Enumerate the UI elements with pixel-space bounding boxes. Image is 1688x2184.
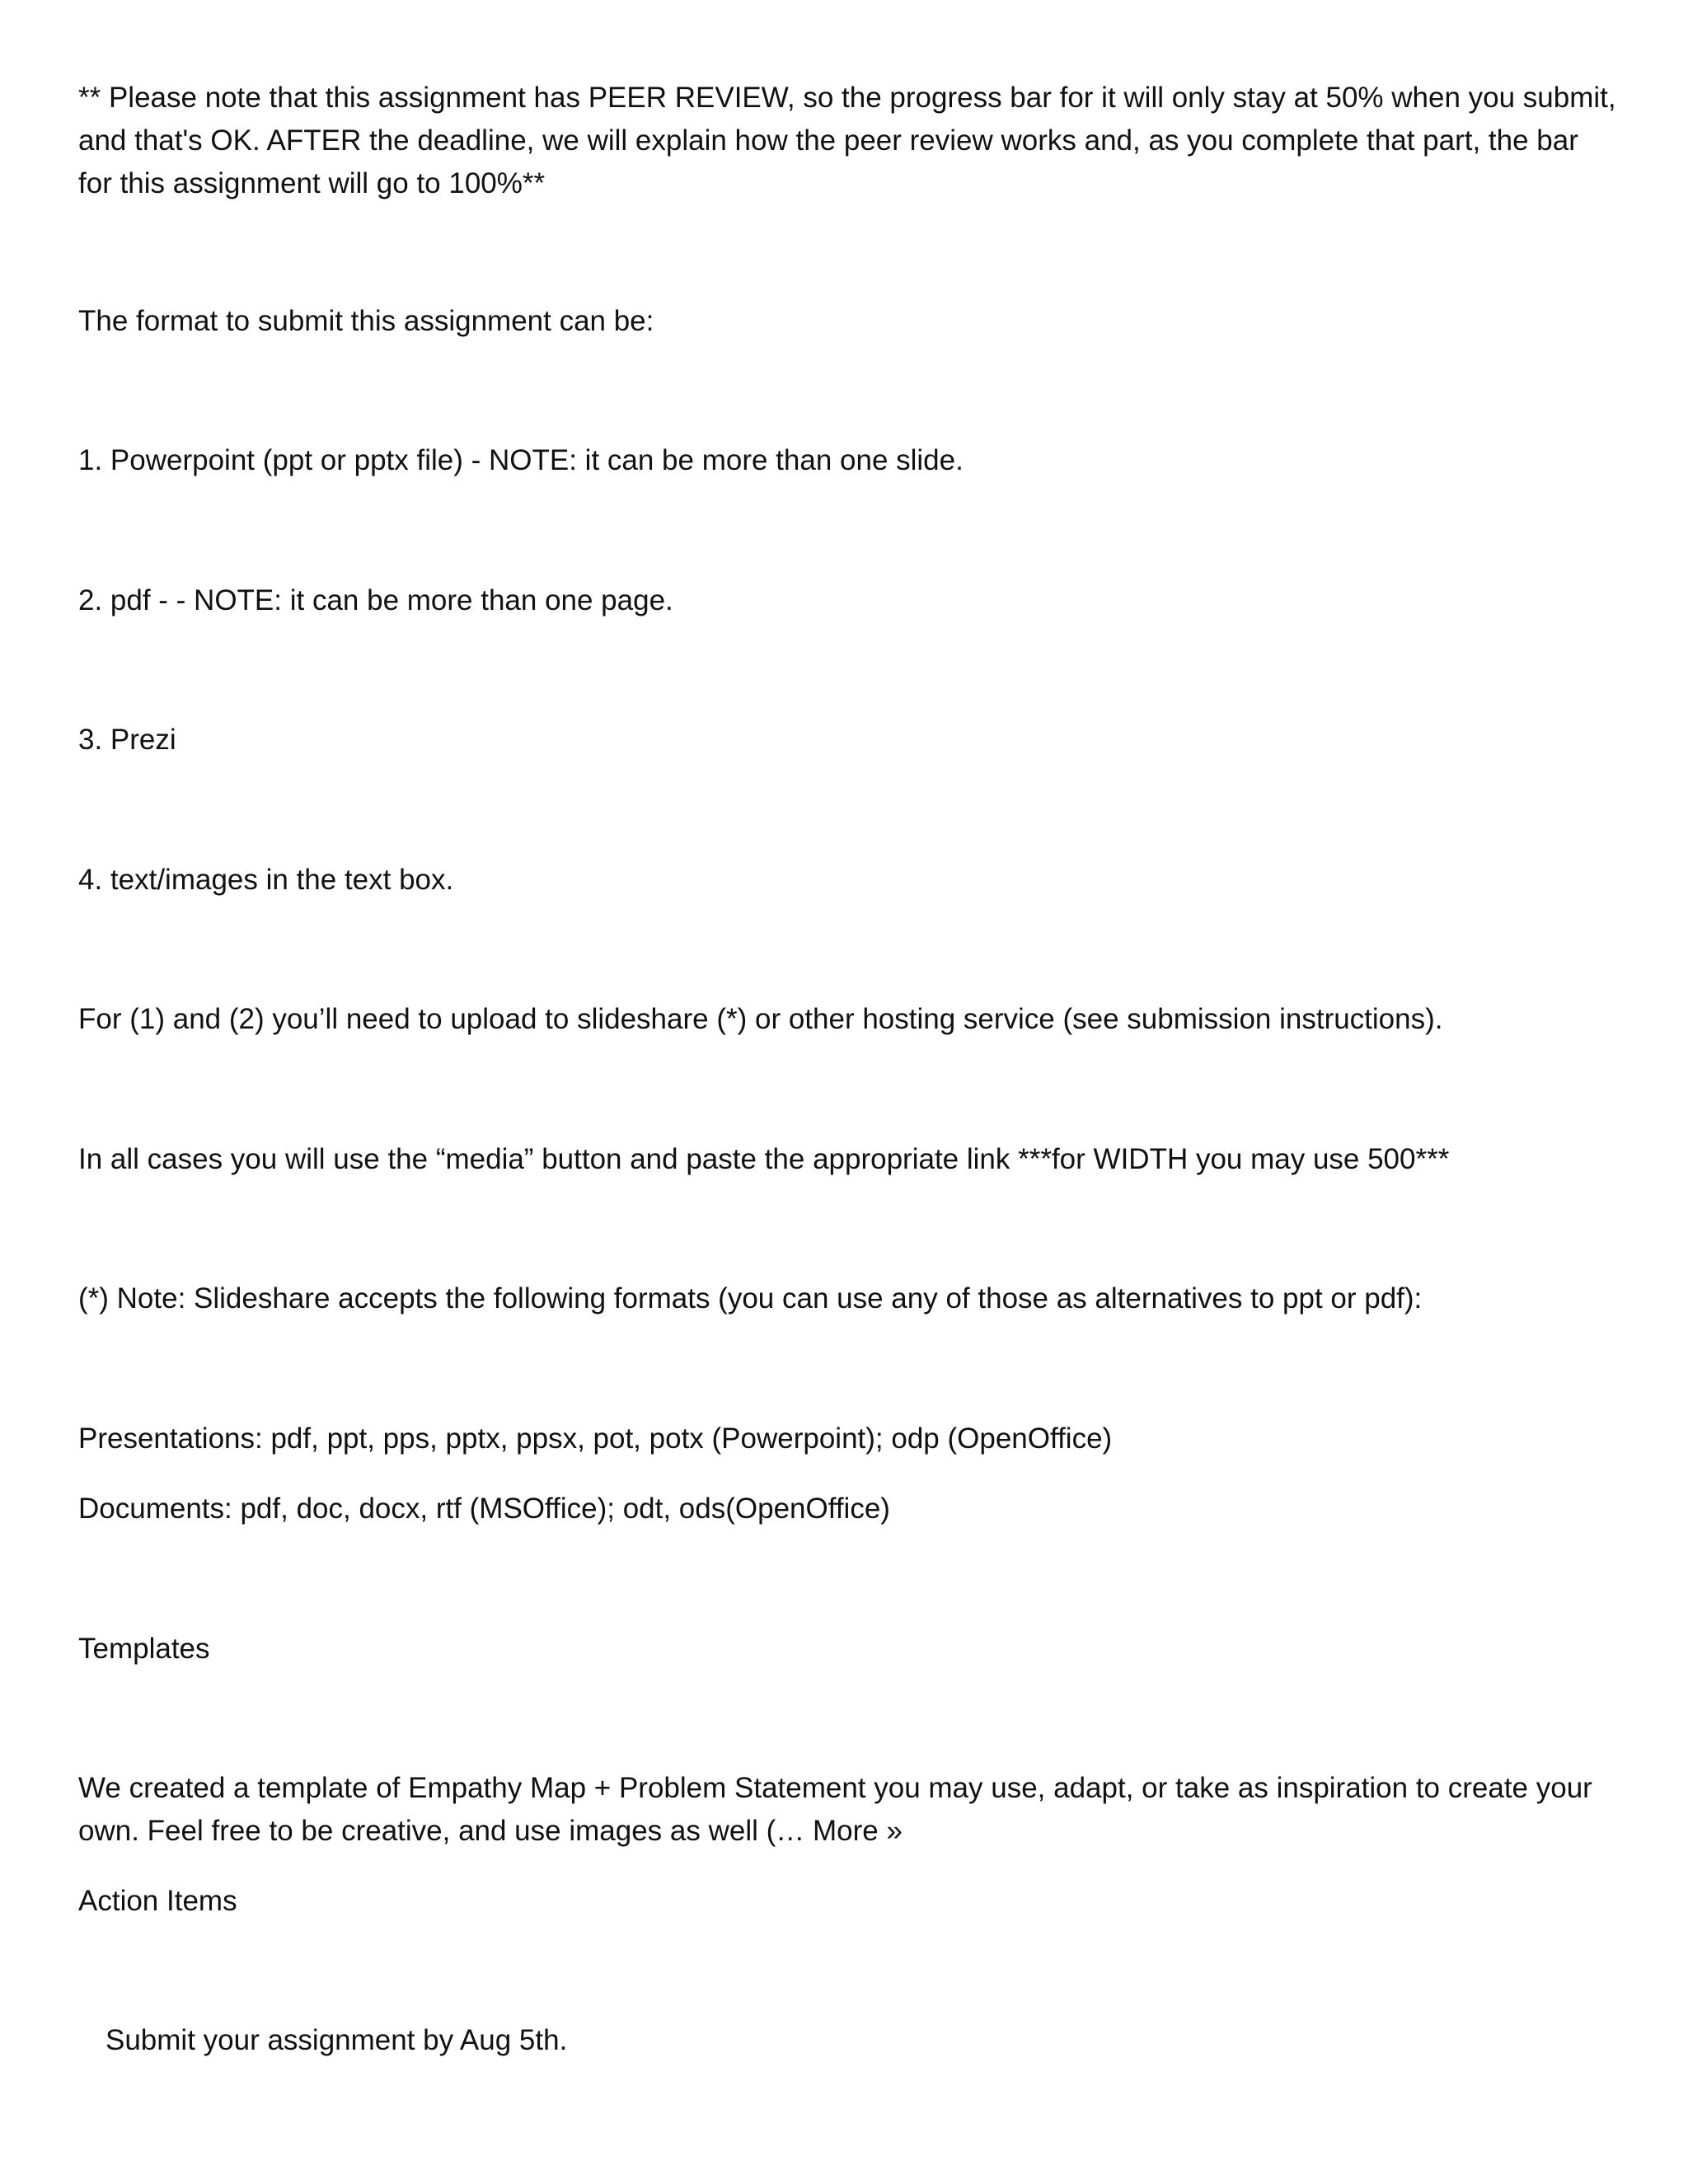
format-item-text-images: 4. text/images in the text box. (78, 864, 454, 896)
more-link[interactable]: More » (813, 1815, 903, 1847)
templates-text: We created a template of Empathy Map + Problem Statement you may use, adapt, or take as inspiration to create your own. Feel free to be creative, and use images as well (… (78, 1772, 1592, 1847)
templates-text-block (78, 1767, 1620, 1853)
media-note: In all cases you will use the “media” button and paste the appropriate link ***for WIDTH you may use 500*** (78, 1143, 1450, 1175)
presentations-formats: Presentations: pdf, ppt, pps, pptx, ppsx, pot, potx (Powerpoint); odp (OpenOffice) (78, 1422, 1113, 1455)
slideshare-note: (*) Note: Slideshare accepts the following formats (you can use any of those as alternatives to ppt or pdf): (78, 1282, 1423, 1315)
format-item-prezi: 3. Prezi (78, 724, 176, 756)
action-items-heading: Action Items (78, 1885, 237, 1917)
format-item-pdf: 2. pdf - - NOTE: it can be more than one page. (78, 584, 673, 616)
action-item: Submit your assignment by Aug 5th. (106, 2024, 568, 2056)
templates-heading: Templates (78, 1633, 210, 1665)
upload-note: For (1) and (2) you’ll need to upload to slideshare (*) or other hosting service (see submission instructions). (78, 1003, 1443, 1035)
documents-formats: Documents: pdf, doc, docx, rtf (MSOffice); odt, ods(OpenOffice) (78, 1493, 890, 1525)
peer-review-note: ** Please note that this assignment has PEER REVIEW, so the progress bar for it will only stay at 50% when you submit, and that's OK. AFTER the deadline, we will explain how the peer review works and, as you complete that part, the bar for this assignment will go to 100%** (78, 82, 1616, 199)
format-item-powerpoint: 1. Powerpoint (ppt or pptx file) - NOTE: it can be more than one slide. (78, 444, 964, 476)
format-intro: The format to submit this assignment can be: (78, 305, 654, 337)
